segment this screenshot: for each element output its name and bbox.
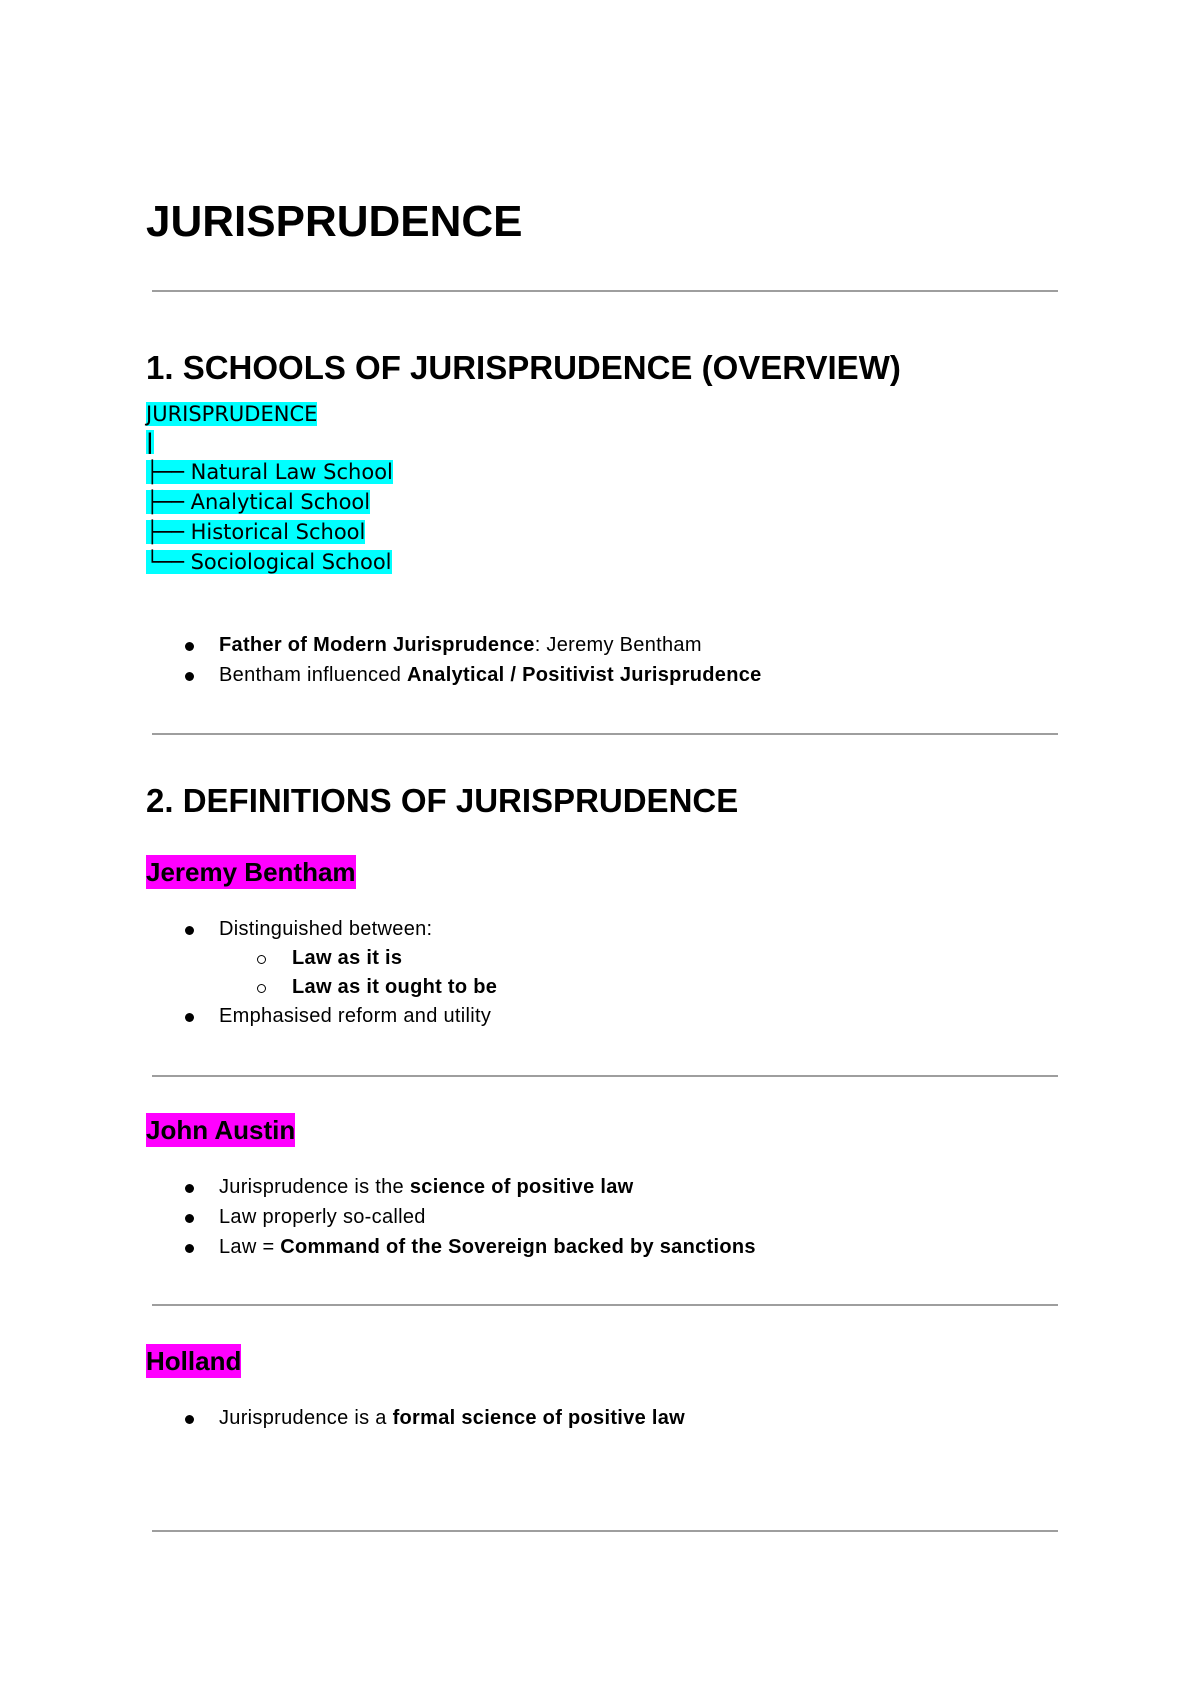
sub-list-item: Law as it ought to be	[292, 976, 498, 998]
plain-text: Jurisprudence is the	[219, 1176, 410, 1198]
plain-text: : Jeremy Bentham	[534, 634, 702, 656]
bold-text: Father of Modern Jurisprudence	[219, 634, 535, 656]
page-title: JURISPRUDENCE	[146, 197, 523, 246]
list-item: Distinguished between:	[219, 918, 433, 940]
divider	[152, 1075, 1058, 1077]
list-item	[219, 1234, 756, 1260]
bold-text: formal science of positive law	[392, 1407, 685, 1429]
bullet-dot	[185, 642, 194, 651]
bold-text: science of positive law	[409, 1176, 634, 1198]
tree-branch: ├── Analytical School	[146, 490, 371, 514]
bullet-dot	[185, 1244, 194, 1253]
list-item	[219, 1174, 634, 1200]
plain-text: Jurisprudence is a	[219, 1407, 393, 1429]
bold-text: Analytical / Positivist Jurisprudence	[407, 664, 762, 686]
list-item: Law properly so-called	[219, 1206, 426, 1228]
plain-text: Law =	[219, 1236, 281, 1258]
bullet-dot	[185, 1415, 194, 1424]
tree-branch: └── Sociological School	[146, 550, 392, 574]
sub-bullet-circle	[257, 984, 266, 993]
tree-bar: |	[146, 430, 154, 454]
list-item	[219, 632, 702, 658]
bullet-dot	[185, 672, 194, 681]
person-heading-holland: Holland	[146, 1346, 242, 1376]
bold-text: Command of the Sovereign backed by sanctions	[280, 1236, 756, 1258]
plain-text: Bentham influenced	[219, 664, 408, 686]
tree-root: JURISPRUDENCE	[146, 402, 318, 426]
section-2-heading: 2. DEFINITIONS OF JURISPRUDENCE	[146, 782, 739, 819]
person-heading-bentham: Jeremy Bentham	[146, 857, 356, 887]
list-item	[219, 662, 762, 688]
bullet-dot	[185, 1214, 194, 1223]
tree-branch: ├── Natural Law School	[146, 460, 393, 484]
section-1-heading: 1. SCHOOLS OF JURISPRUDENCE (OVERVIEW)	[146, 349, 901, 386]
divider	[152, 1304, 1058, 1306]
bullet-dot	[185, 1013, 194, 1022]
divider	[152, 1530, 1058, 1532]
bullet-dot	[185, 926, 194, 935]
divider	[152, 733, 1058, 735]
person-heading-austin: John Austin	[146, 1115, 296, 1145]
divider	[152, 290, 1058, 292]
sub-list-item: Law as it is	[292, 947, 403, 969]
list-item: Emphasised reform and utility	[219, 1005, 492, 1027]
sub-bullet-circle	[257, 955, 266, 964]
list-item	[219, 1405, 685, 1431]
bullet-dot	[185, 1184, 194, 1193]
tree-branch: ├── Historical School	[146, 520, 366, 544]
